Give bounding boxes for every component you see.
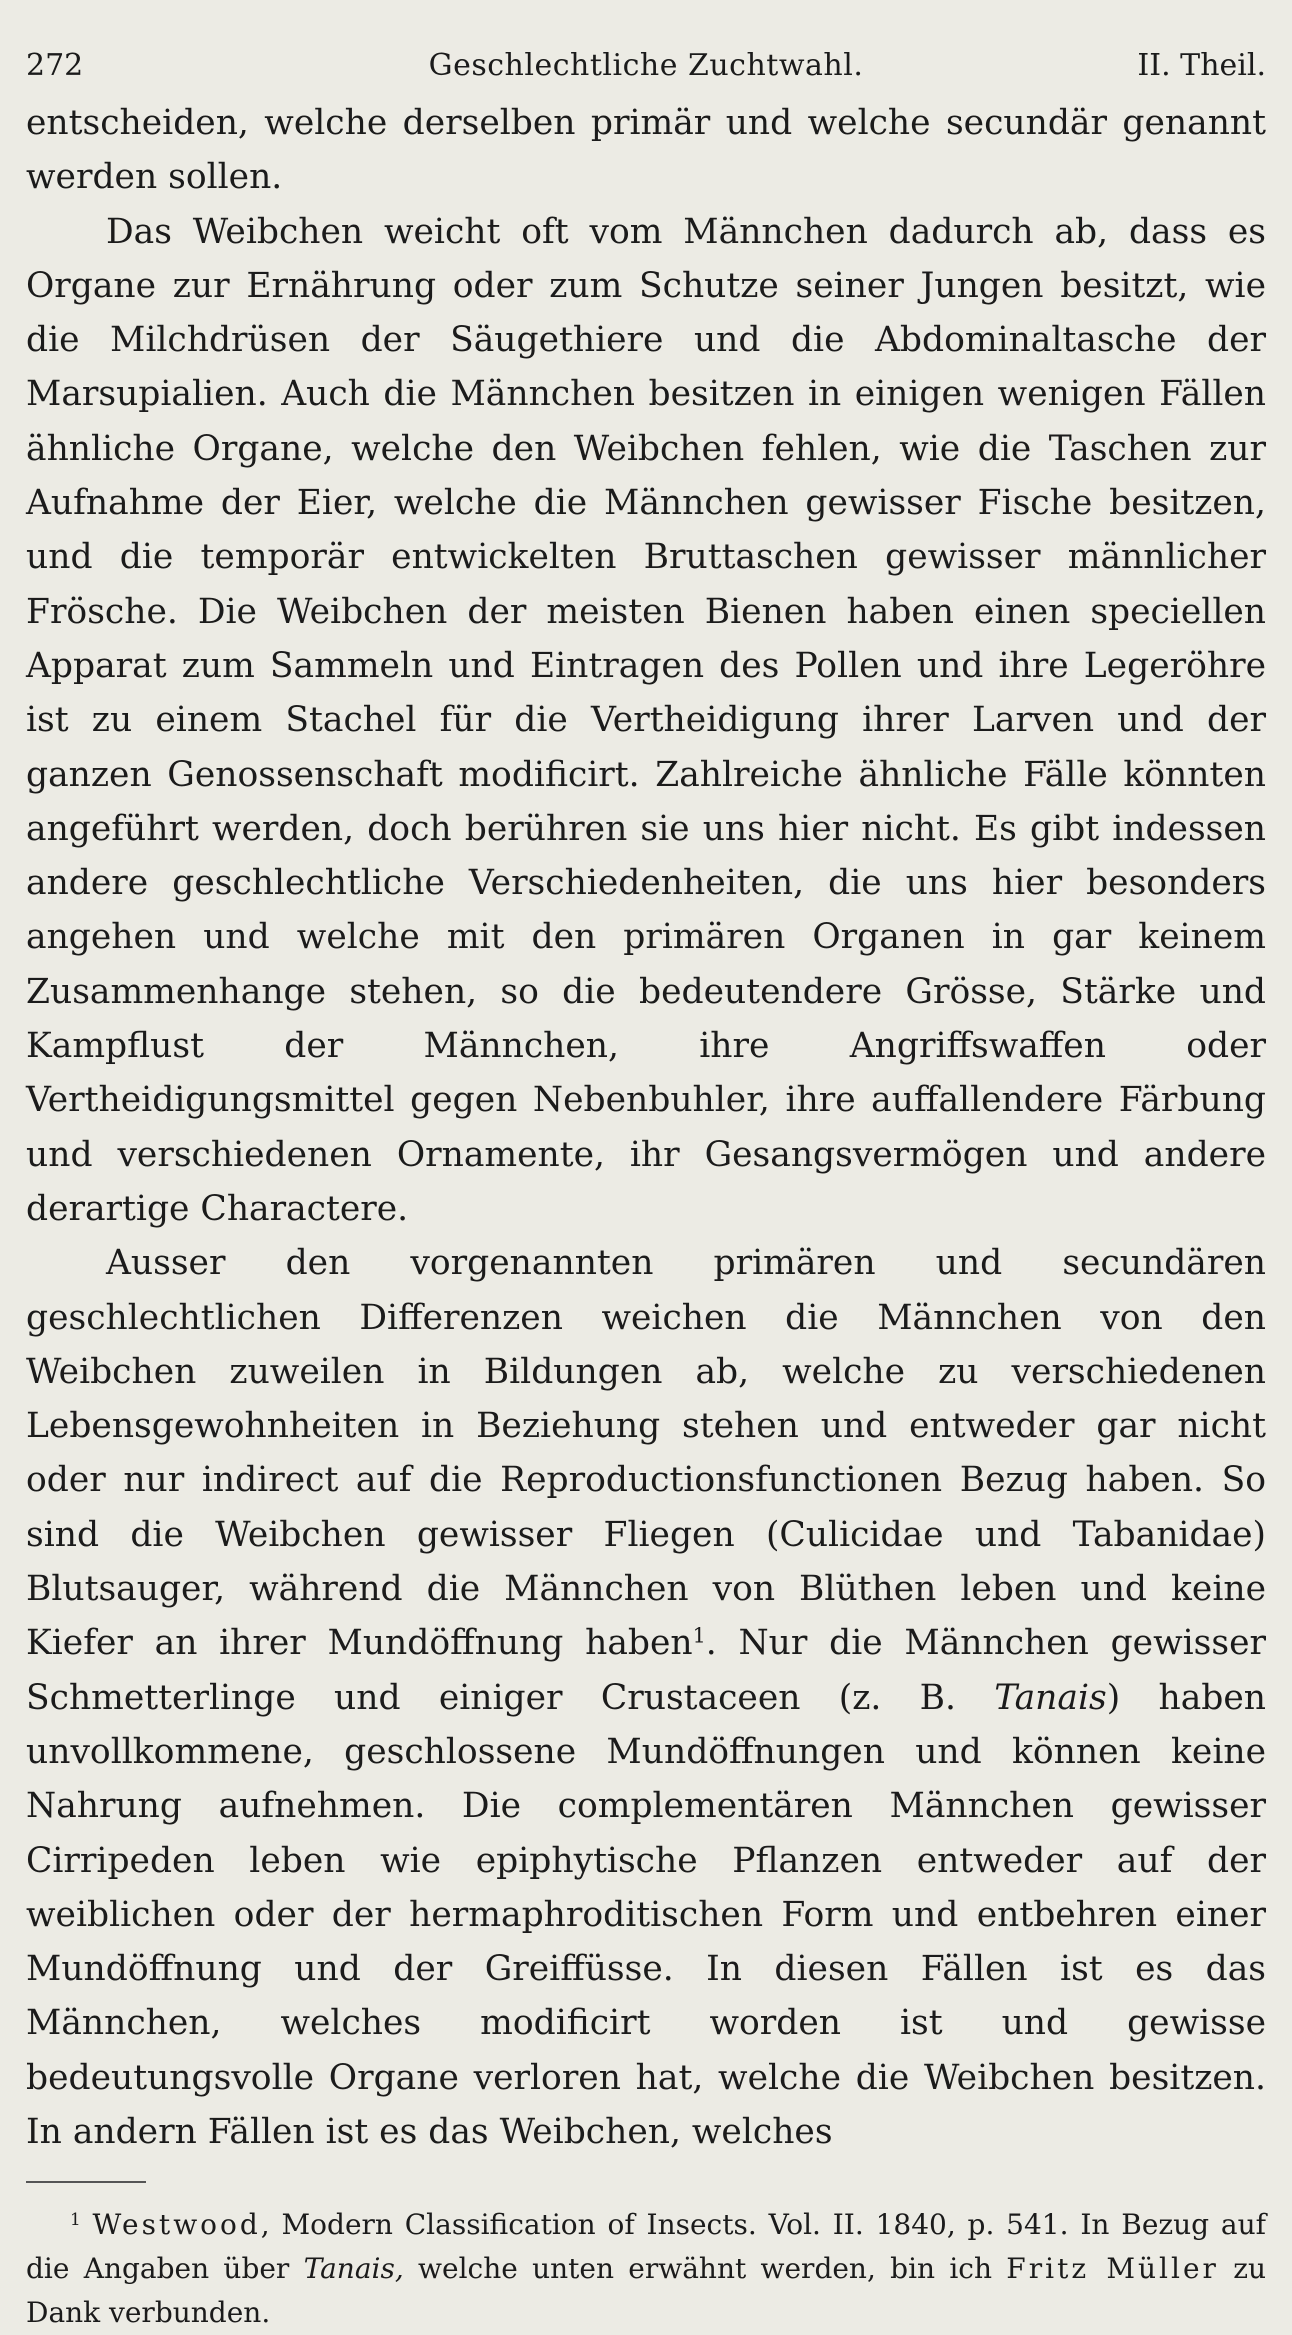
footnote-italic-term: Tanais, — [303, 2252, 404, 2286]
footnote — [26, 2203, 1266, 2335]
footnote-author: Westwood — [92, 2208, 261, 2242]
part-label: II. Theil. — [1137, 48, 1266, 83]
paragraph-continuation: entscheiden, welche derselben primär und welche secundär genannt werden sollen. — [26, 103, 1266, 198]
footnotes — [26, 2203, 1266, 2335]
paragraph-text: Ausser den vorgenannten primären und secundären geschlechtlichen Differenzen weichen die Männchen von den Weibchen zuweilen in Bildungen ab, welche zu verschiedenen Lebensgewohnheiten in Beziehung stehen und entweder gar nicht oder nur indirect auf die Reproductionsfunctionen Bezug haben. So sind die Weibchen gewisser Fliegen (Culicidae und Tabanidae) Blutsauger, während die Männchen von Blüthen leben und keine Kiefer an ihrer Mundöffnung haben — [26, 1243, 1266, 1664]
paragraph-organs: Das Weibchen weicht oft vom Männchen dadurch ab, dass es Organe zur Ernährung oder zum Schutze seiner Jungen besitzt, wie die Milchdrüsen der Säugethiere und die Abdominaltasche der Marsupialien. Auch die Männchen besitzen in einigen wenigen Fällen ähnliche Organe, welche den Weibchen fehlen, wie die Taschen zur Aufnahme der Eier, welche die Männchen gewisser Fische besitzen, und die temporär entwickelten Bruttaschen gewisser männlicher Frösche. Die Weibchen der meisten Bienen haben einen speciellen Apparat zum Sammeln und Eintragen des Pollen und ihre Legeröhre ist zu einem Stachel für die Vertheidigung ihrer Larven und der ganzen Genossenschaft modificirt. Zahlreiche ähnliche Fälle könnten angeführt werden, doch berühren sie uns hier nicht. Es gibt indessen andere geschlechtliche Verschiedenheiten, die uns hier besonders angehen und welche mit den primären Organen in gar keinem Zusammenhange stehen, so die bedeutendere Grösse, Stärke und Kampflust der Männchen, ihre Angriffswaffen oder Vertheidigungsmittel gegen Nebenbuhler, ihre auffallendere Färbung und verschiedenen Ornamente, ihr Gesangsvermögen und andere derartige Charactere. — [26, 211, 1266, 1229]
paragraph-text: ) haben unvollkommene, geschlossene Mundöffnungen und können keine Nahrung aufnehmen. Die complementären Männchen gewisser Cirripeden leben wie epiphytische Pflanzen entweder auf der weiblichen oder der hermaphroditischen Form und entbehren einer Mundöffnung und der Greiffüsse. In diesen Fällen ist es das Männchen, welches modificirt worden ist und gewisse bedeutungsvolle Organe verloren hat, welche die Weibchen besitzen. In andern Fällen ist es das Weibchen, welches — [26, 1677, 1266, 2152]
body-text — [26, 96, 1266, 2159]
footnote-text: welche unten erwähnt werden, bin ich — [403, 2252, 1007, 2286]
footnote-text: , Modern Classification of Insects. Vol. II. 1840, p. 541. In Bezug auf die Angaben über — [26, 2208, 1266, 2286]
footnote-person: Fritz Müller — [1006, 2252, 1219, 2286]
page-number: 272 — [26, 48, 84, 83]
footnote-marker: 1 — [70, 2209, 81, 2230]
footnote-divider — [26, 2181, 146, 2183]
book-page — [26, 36, 1266, 2335]
page-header — [26, 36, 1266, 96]
running-title: Geschlechtliche Zuchtwahl. — [428, 48, 864, 83]
footnote-reference[interactable]: 1 — [692, 1623, 706, 1648]
italic-term: Tanais — [994, 1677, 1107, 1718]
paragraph-text: . Nur die Männchen gewisser Schmetterlinge und einiger Crustaceen (z. B. — [26, 1623, 1266, 1718]
paragraph-differences — [26, 1236, 1266, 2159]
footnote-text: zu Dank verbunden. — [26, 2252, 1266, 2330]
